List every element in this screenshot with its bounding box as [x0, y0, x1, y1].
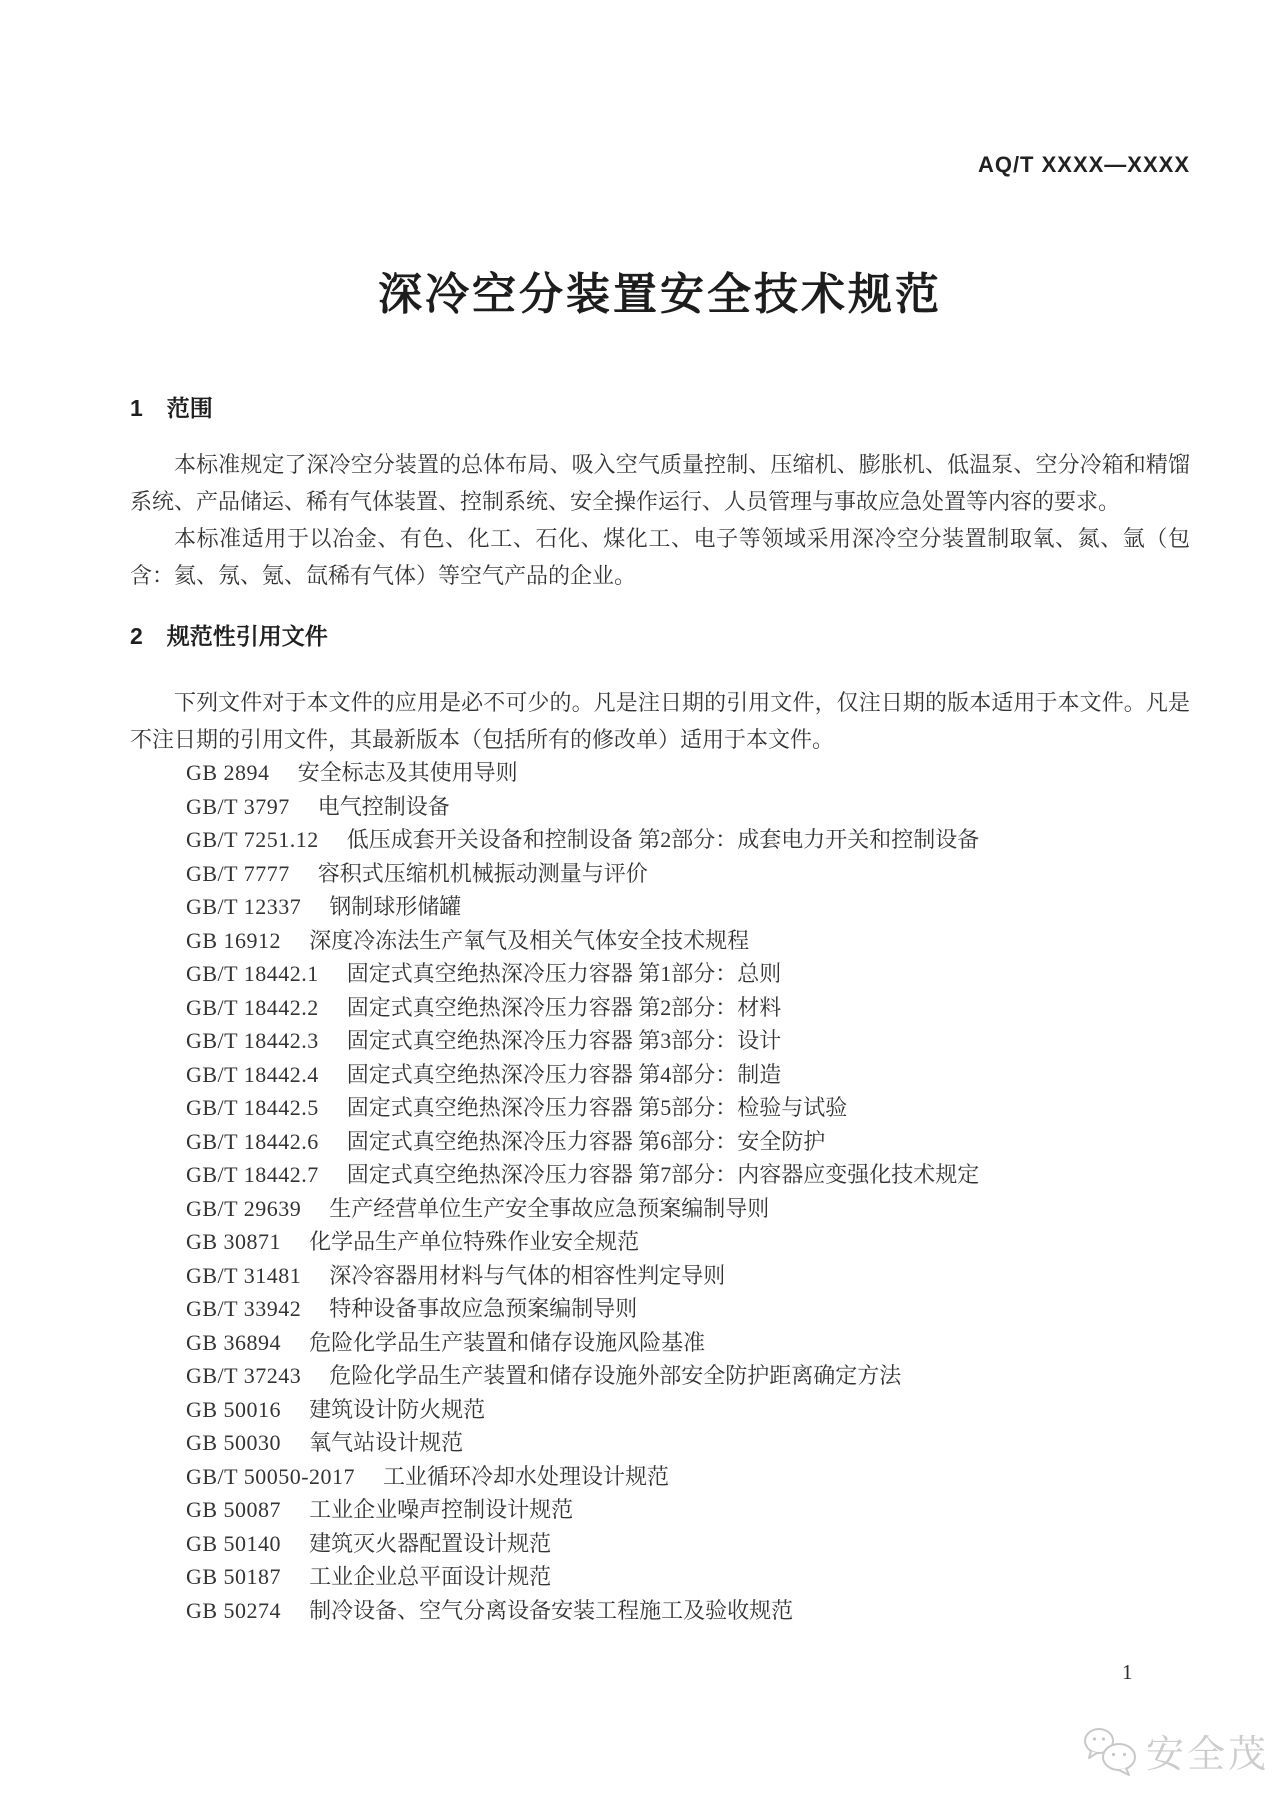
reference-title: 特种设备事故应急预案编制导则: [329, 1296, 638, 1321]
reference-item: [186, 1493, 1190, 1527]
section-1-heading: [130, 390, 1190, 423]
scope-paragraph-2: 本标准适用于以冶金、有色、化工、石化、煤化工、电子等领域采用深冷空分装置制取氧、氮、氩（包含：氦、氖、氪、氙稀有气体）等空气产品的企业。: [130, 526, 1190, 588]
reference-code: GB/T 12337: [186, 894, 302, 919]
reference-item: [186, 1158, 1190, 1192]
reference-item: [186, 1393, 1190, 1427]
section-1-number: 1: [130, 395, 143, 421]
section-2-number: 2: [130, 623, 143, 649]
reference-code: GB/T 18442.3: [186, 1028, 319, 1053]
reference-code: GB 50274: [186, 1597, 282, 1623]
section-2-title: 规范性引用文件: [166, 623, 328, 649]
reference-code: GB/T 7251.12: [186, 827, 319, 852]
reference-item: [186, 957, 1190, 991]
reference-code: GB 50030: [186, 1430, 282, 1455]
reference-title: 工业企业总平面设计规范: [309, 1564, 552, 1589]
reference-item: [186, 1125, 1190, 1159]
reference-code: GB/T 37243: [186, 1363, 302, 1388]
reference-title: 建筑设计防火规范: [309, 1396, 486, 1422]
reference-item: [186, 1225, 1190, 1259]
reference-item: [186, 1359, 1190, 1393]
reference-code: GB/T 18442.4: [186, 1061, 319, 1087]
references-list: [186, 756, 1190, 1627]
references-intro-paragraph: 下列文件对于本文件的应用是必不可少的。凡是注日期的引用文件，仅注日期的版本适用于本文件。凡是不注日期的引用文件，其最新版本（包括所有的修改单）适用于本文件。: [130, 690, 1190, 752]
watermark-text: 安全茂: [1146, 1733, 1270, 1776]
reference-code: GB 50140: [186, 1530, 282, 1556]
reference-title: 固定式真空绝热深冷压力容器 第6部分：安全防护: [346, 1128, 826, 1154]
reference-code: GB 16912: [186, 927, 282, 953]
reference-title: 氧气站设计规范: [309, 1430, 464, 1455]
reference-title: 工业循环冷却水处理设计规范: [383, 1463, 670, 1489]
reference-code: GB/T 18442.6: [186, 1128, 319, 1154]
reference-item: [186, 1259, 1190, 1293]
reference-item: [186, 1560, 1190, 1594]
watermark: [1082, 1726, 1269, 1783]
reference-item: [186, 991, 1190, 1025]
reference-title: 固定式真空绝热深冷压力容器 第4部分：制造: [346, 1061, 782, 1087]
reference-item: [186, 1527, 1190, 1561]
reference-code: GB/T 33942: [186, 1296, 302, 1321]
reference-title: 容积式压缩机机械振动测量与评价: [317, 860, 648, 886]
section-1-title: 范围: [166, 395, 213, 421]
reference-code: GB 50087: [186, 1497, 282, 1522]
reference-item: [186, 790, 1190, 824]
reference-code: GB/T 18442.1: [186, 961, 319, 986]
reference-title: 低压成套开关设备和控制设备 第2部分：成套电力开关和控制设备: [346, 827, 980, 852]
page-number: 1: [1122, 1660, 1133, 1684]
reference-title: 危险化学品生产装置和储存设施外部安全防护距离确定方法: [329, 1363, 902, 1388]
reference-item: [186, 1192, 1190, 1226]
reference-title: 钢制球形储罐: [329, 894, 462, 919]
reference-code: GB 50187: [186, 1564, 282, 1589]
reference-title: 固定式真空绝热深冷压力容器 第1部分：总则: [346, 961, 782, 986]
reference-title: 化学品生产单位特殊作业安全规范: [309, 1229, 640, 1254]
reference-code: GB/T 18442.2: [186, 994, 319, 1020]
wechat-icon: [1082, 1726, 1146, 1783]
reference-title: 工业企业噪声控制设计规范: [309, 1497, 574, 1522]
reference-code: GB 50016: [186, 1396, 282, 1422]
reference-title: 深冷容器用材料与气体的相容性判定导则: [329, 1262, 726, 1288]
reference-item: [186, 1460, 1190, 1494]
reference-item: [186, 1024, 1190, 1058]
reference-item: [186, 924, 1190, 958]
reference-title: 制冷设备、空气分离设备安装工程施工及验收规范: [309, 1597, 794, 1623]
reference-item: [186, 1058, 1190, 1092]
scope-paragraph-1: 本标准规定了深冷空分装置的总体布局、吸入空气质量控制、压缩机、膨胀机、低温泵、空分冷箱和精馏系统、产品储运、稀有气体装置、控制系统、安全操作运行、人员管理与事故应急处置等内容的要求。: [130, 452, 1190, 514]
reference-code: GB/T 18442.5: [186, 1095, 319, 1120]
reference-code: GB 2894: [186, 760, 270, 785]
reference-item: [186, 1594, 1190, 1628]
reference-item: [186, 1091, 1190, 1125]
reference-item: [186, 1292, 1190, 1326]
standard-number-header: AQ/T XXXX—XXXX: [977, 152, 1190, 177]
reference-title: 固定式真空绝热深冷压力容器 第3部分：设计: [346, 1028, 782, 1053]
reference-title: 电气控制设备: [317, 793, 450, 819]
reference-code: GB/T 31481: [186, 1262, 302, 1288]
section-2-heading: [130, 618, 1190, 651]
reference-title: 固定式真空绝热深冷压力容器 第2部分：材料: [346, 994, 782, 1020]
reference-code: GB/T 29639: [186, 1195, 302, 1221]
reference-title: 固定式真空绝热深冷压力容器 第5部分：检验与试验: [346, 1095, 848, 1120]
reference-title: 固定式真空绝热深冷压力容器 第7部分：内容器应变强化技术规定: [346, 1162, 980, 1187]
reference-code: GB/T 7777: [186, 860, 290, 886]
reference-title: 危险化学品生产装置和储存设施风险基准: [309, 1329, 706, 1355]
reference-item: [186, 857, 1190, 891]
reference-title: 生产经营单位生产安全事故应急预案编制导则: [329, 1195, 770, 1221]
reference-code: GB/T 50050-2017: [186, 1463, 356, 1489]
reference-item: [186, 890, 1190, 924]
reference-code: GB 30871: [186, 1229, 282, 1254]
reference-title: 安全标志及其使用导则: [297, 760, 518, 785]
document-title: 深冷空分装置安全技术规范: [378, 270, 942, 319]
reference-item: [186, 756, 1190, 790]
reference-title: 深度冷冻法生产氧气及相关气体安全技术规程: [309, 927, 750, 953]
reference-item: [186, 1426, 1190, 1460]
reference-item: [186, 1326, 1190, 1360]
reference-code: GB/T 3797: [186, 793, 290, 819]
reference-title: 建筑灭火器配置设计规范: [309, 1530, 552, 1556]
reference-code: GB/T 18442.7: [186, 1162, 319, 1187]
reference-code: GB 36894: [186, 1329, 282, 1355]
reference-item: [186, 823, 1190, 857]
